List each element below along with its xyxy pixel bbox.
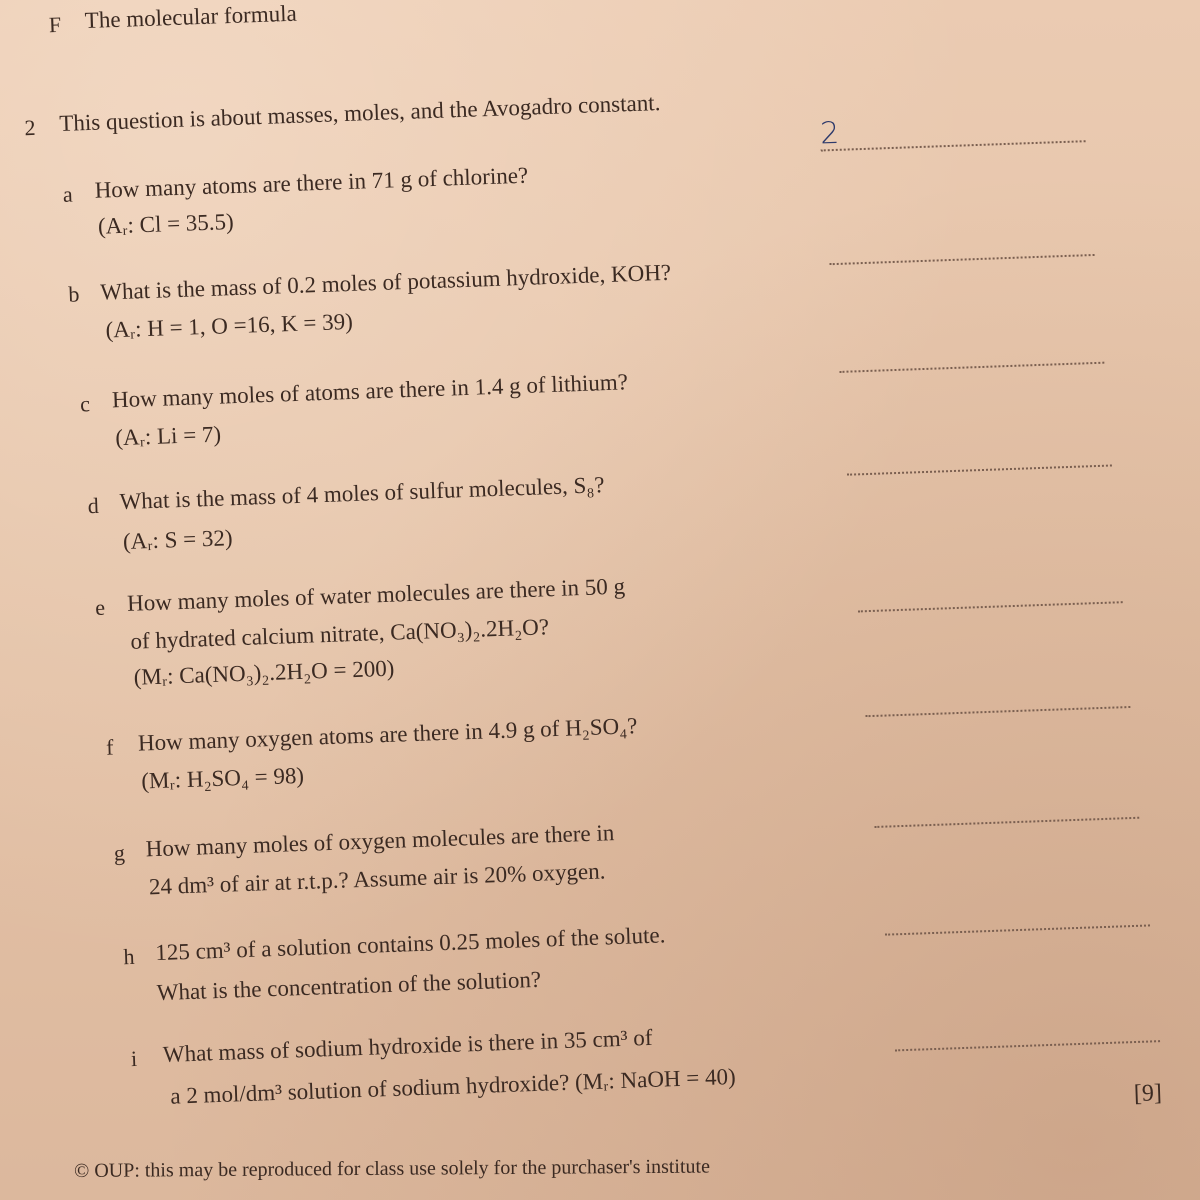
part-h-letter: h: [123, 943, 135, 970]
part-f-question: How many oxygen atoms are there in 4.9 g of H₂SO₄?: [137, 713, 638, 756]
part-i-question-line2: a 2 mol/dm³ solution of sodium hydroxide? (Mᵣ: NaOH = 40): [169, 1063, 737, 1109]
part-g-letter: g: [113, 840, 126, 866]
prev-item-text: The molecular formula: [84, 0, 298, 34]
part-a-data: (Aᵣ: Cl = 35.5): [97, 208, 235, 239]
part-b-data: (Aᵣ: H = 1, O =16, K = 39): [105, 308, 354, 343]
marks-total: [9]: [1133, 1080, 1163, 1108]
part-f-answer-line[interactable]: [865, 706, 1130, 717]
part-f-data: (Mᵣ: H₂SO₄ = 98): [140, 762, 305, 794]
prev-item-letter: F: [48, 11, 62, 38]
part-e-letter: e: [94, 594, 106, 621]
part-g-question-line1: How many moles of oxygen molecules are there in: [145, 820, 615, 862]
part-f-letter: f: [105, 734, 114, 760]
part-g-answer-line[interactable]: [874, 817, 1139, 828]
question-intro: This question is about masses, moles, and the Avogadro constant.: [58, 90, 661, 136]
part-c-letter: c: [79, 391, 91, 417]
part-a-question: How many atoms are there in 71 g of chlorine?: [94, 162, 529, 203]
part-e-question-line1: How many moles of water molecules are there in 50 g: [126, 573, 626, 616]
part-a-answer-line[interactable]: [821, 140, 1086, 151]
part-b-question: What is the mass of 0.2 moles of potassium hydroxide, KOH?: [99, 259, 672, 305]
part-c-question: How many moles of atoms are there in 1.4 g of lithium?: [111, 369, 629, 413]
part-e-question-line2: of hydrated calcium nitrate, Ca(NO₃)₂.2H₂O?: [130, 614, 550, 654]
part-e-data: (Mᵣ: Ca(NO₃)₂.2H₂O = 200): [133, 655, 395, 690]
part-h-answer-line[interactable]: [885, 924, 1150, 935]
part-d-answer-line[interactable]: [847, 464, 1112, 475]
part-a-letter: a: [62, 181, 74, 207]
part-i-answer-line[interactable]: [895, 1040, 1160, 1051]
part-i-question-line1: What mass of sodium hydroxide is there in 35 cm³ of: [162, 1024, 653, 1067]
part-b-letter: b: [67, 281, 80, 307]
part-e-answer-line[interactable]: [858, 601, 1123, 612]
part-g-question-line2: 24 dm³ of air at r.t.p.? Assume air is 20% oxygen.: [148, 858, 606, 900]
part-c-answer-line[interactable]: [839, 362, 1104, 373]
question-number: 2: [24, 114, 36, 141]
part-h-question-line2: What is the concentration of the solution?: [156, 966, 542, 1006]
part-h-question-line1: 125 cm³ of a solution contains 0.25 moles of the solute.: [154, 922, 666, 966]
part-d-question: What is the mass of 4 moles of sulfur molecules, S₈?: [119, 472, 605, 515]
part-c-data: (Aᵣ: Li = 7): [114, 421, 222, 451]
part-d-data: (Aᵣ: S = 32): [122, 525, 233, 555]
copyright-footer: © OUP: this may be reproduced for class use solely for the purchaser's institute: [74, 1155, 711, 1182]
part-b-answer-line[interactable]: [830, 254, 1095, 265]
part-a-handwritten-answer: 2: [819, 115, 840, 152]
part-i-letter: i: [130, 1045, 138, 1072]
part-d-letter: d: [87, 492, 100, 519]
